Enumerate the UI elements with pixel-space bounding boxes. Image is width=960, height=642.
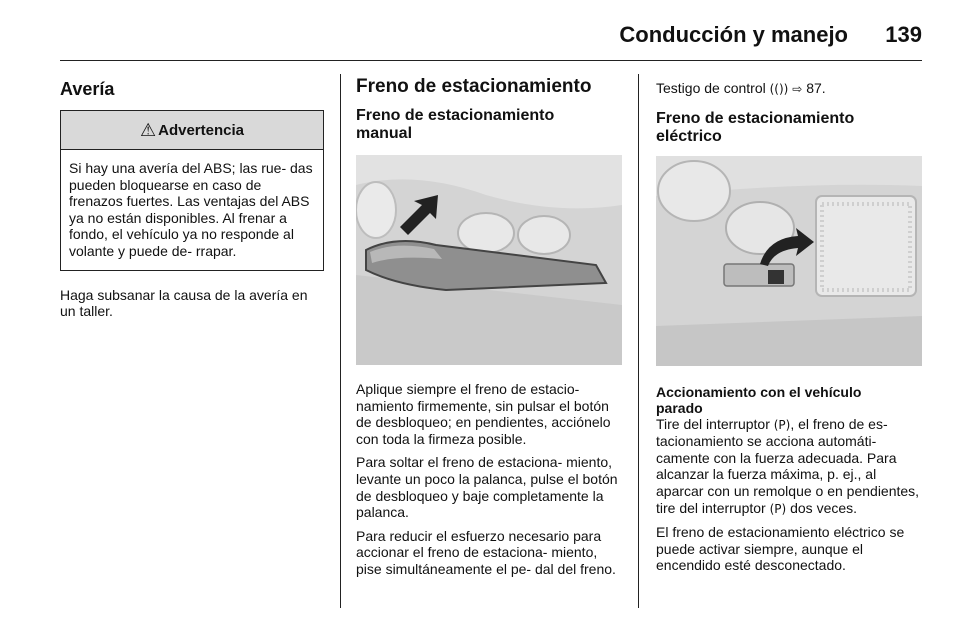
warning-text: Si hay una avería del ABS; las rue- das pueden bloquearse en caso de frenazos fuertes. Las ventajas del ABS ya no están disponibles. Al frenar a fondo, el vehículo ya no responde al volante y puede de- rrapar. [69, 160, 313, 259]
manual-brake-drawing [356, 155, 622, 365]
subheading-manual: Freno de estacionamiento manual [356, 107, 555, 142]
averia-paragraph: Haga subsanar la causa de la avería en un taller. [60, 286, 308, 320]
page-reference: 87. [806, 80, 826, 96]
parking-switch-icon: (P) [773, 417, 791, 432]
page-header [60, 20, 922, 61]
section-heading-freno: Freno de estacionamiento [356, 76, 592, 97]
column-right [656, 74, 922, 574]
warning-triangle-icon: ⚠ [139, 119, 157, 140]
subheading-electric: Freno de estacionamiento eléctrico [656, 109, 855, 145]
control-indicator-text: Testigo de control [656, 80, 766, 96]
operation-text [656, 416, 922, 518]
manual-parking-brake-illustration [356, 155, 622, 365]
warning-header [61, 111, 323, 150]
electric-para-2: El freno de estacionamiento eléctrico se puede activar siempre, aunque el encendido esté desconectado. [656, 524, 905, 574]
warning-title: Advertencia [158, 121, 244, 139]
warning-body [61, 150, 323, 270]
warning-box [60, 110, 324, 271]
operation-text-part: dos veces. [790, 499, 858, 516]
section-heading-averia: Avería [60, 79, 115, 99]
manual-para-3: Para reducir el esfuerzo necesario para accionar el freno de estaciona- miento, pise simultáneamente el pe- dal del freno. [356, 527, 616, 577]
parking-switch-icon: (P) [769, 501, 787, 516]
operation-heading: Accionamiento con el vehículo parado [656, 383, 862, 416]
operation-text-part: , el freno de es- tacionamiento se acciona automáti- camente con la fuerza adecuada. Para alcanzar la fuerza máxima, p. ej., al aparcar con un remolque o en pendientes, tire del interruptor [656, 415, 920, 516]
electric-brake-drawing [656, 156, 922, 366]
operation-text-part: Tire del interruptor [656, 415, 770, 432]
page-reference-arrow-icon: ⇨ [792, 82, 803, 96]
column-left [60, 74, 324, 320]
column-divider [638, 74, 639, 608]
brake-indicator-icon: (()) [769, 82, 789, 96]
column-divider [340, 74, 341, 608]
chapter-title: Conducción y manejo [619, 22, 848, 47]
manual-para-1: Aplique siempre el freno de estacio- namiento firmemente, sin pulsar el botón de desbloqueo; en pendientes, acciónelo con toda la firmeza posible. [356, 381, 611, 447]
manual-para-2: Para soltar el freno de estaciona- miento, levante un poco la palanca, pulse el botón de desbloqueo y baje completamente la palanca. [356, 454, 618, 521]
control-indicator-line [656, 80, 922, 98]
electric-parking-brake-illustration [656, 156, 922, 366]
column-middle [356, 74, 622, 578]
page-number: 139 [885, 22, 922, 47]
